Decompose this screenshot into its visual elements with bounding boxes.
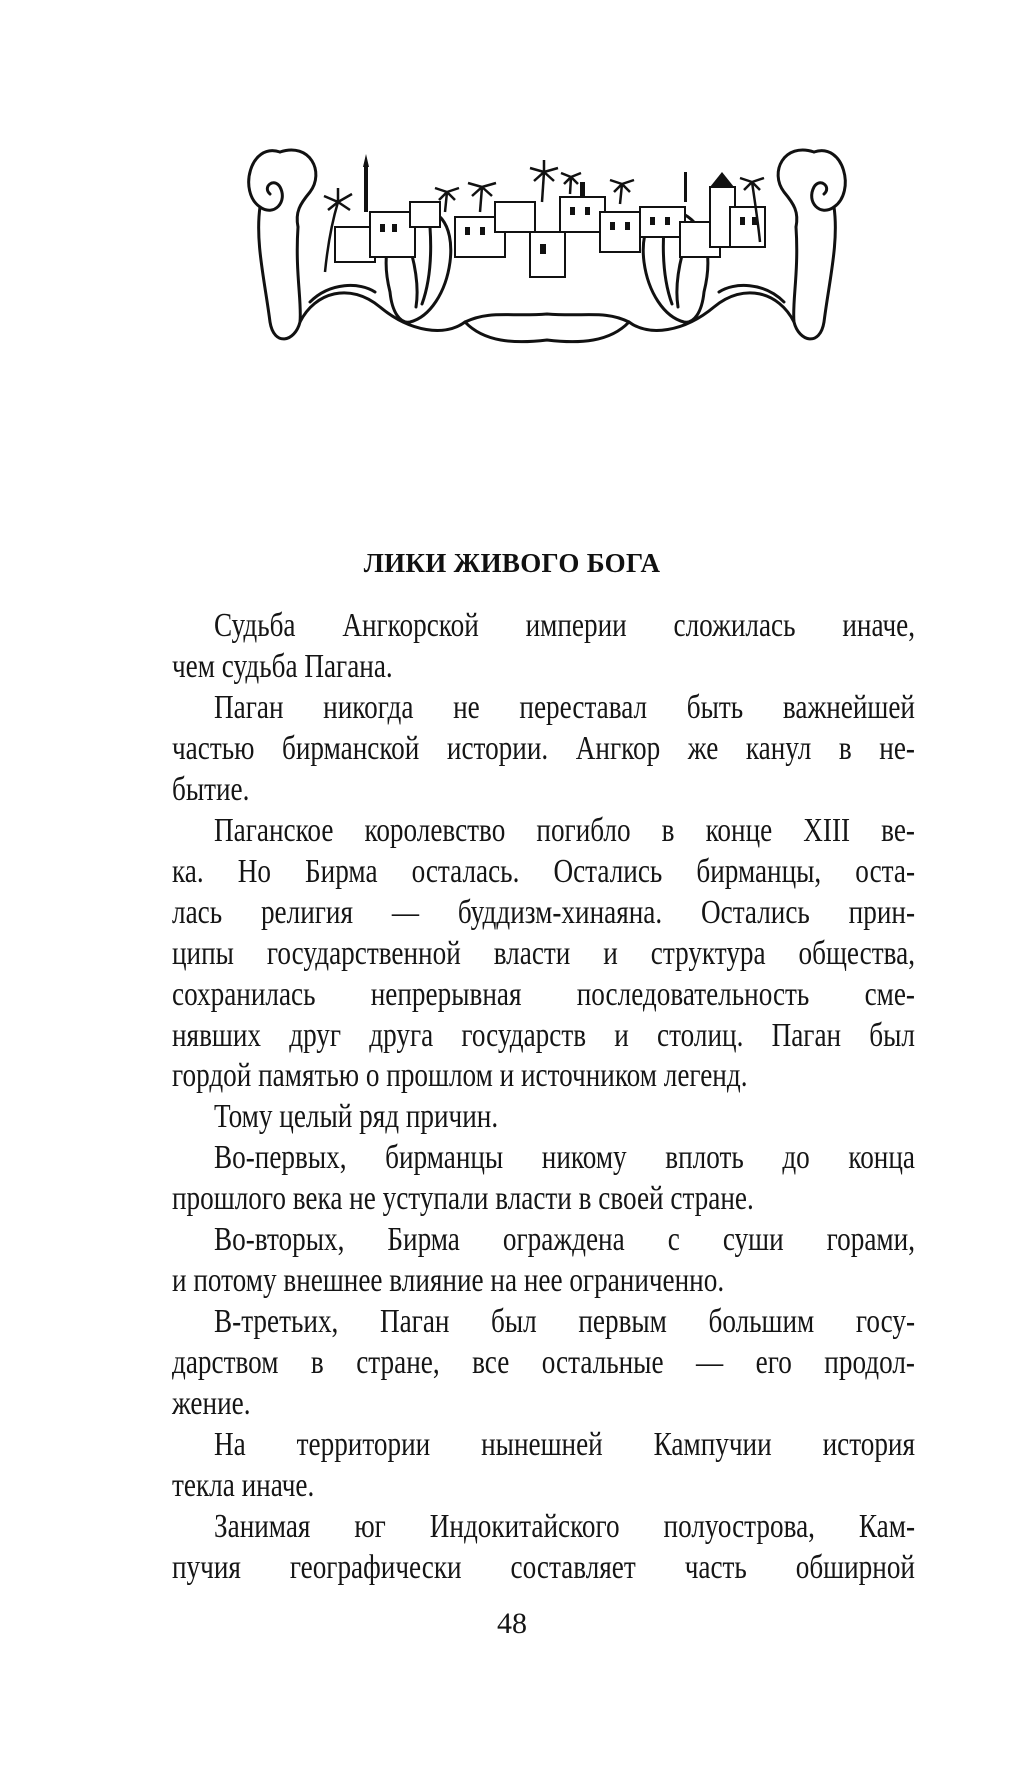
- page-number: 48: [497, 1607, 527, 1640]
- text-line-content: ка. Но Бирма осталась. Остались бирманцы, оста-: [172, 852, 915, 890]
- text-line: [172, 1507, 915, 1548]
- text-line-content: Судьба Ангкорской империи сложилась иначе,: [214, 607, 915, 644]
- text-line: [172, 934, 915, 975]
- text-line-content: дарством в стране, все остальные — его продол-: [172, 1344, 915, 1382]
- text-line-content: Паган никогда не переставал быть важнейшей: [214, 688, 915, 726]
- text-line-content: чем судьба Пагана.: [172, 647, 393, 685]
- text-line-content: пучия географически составляет часть обширной: [172, 1548, 915, 1586]
- text-line-content: нявших друг друга государств и столиц. Паган был: [172, 1016, 915, 1054]
- text-line-content: Тому целый ряд причин.: [214, 1098, 499, 1136]
- text-line: [172, 729, 915, 770]
- text-line: [172, 1179, 915, 1220]
- text-line: [172, 1261, 915, 1302]
- text-line: [172, 1302, 915, 1343]
- text-line-content: сохранилась непрерывная последовательность сме-: [172, 975, 915, 1013]
- text-line: [172, 1220, 915, 1261]
- text-line-content: прошлого века не уступали власти в своей стране.: [172, 1180, 754, 1218]
- text-line-content: Во-первых, бирманцы никому вплоть до конца: [214, 1139, 915, 1177]
- text-line: [172, 1425, 915, 1466]
- text-line: [172, 1384, 915, 1425]
- text-line: [172, 1548, 915, 1589]
- body-text: [172, 606, 915, 1589]
- oriental-city-scroll-vignette: [240, 132, 854, 358]
- text-line: [172, 1016, 915, 1057]
- text-line: [172, 688, 915, 729]
- text-line-content: Во-вторых, Бирма ограждена с суши горами,: [214, 1221, 915, 1259]
- text-line-content: Паганское королевство погибло в конце XIII ве-: [214, 811, 915, 849]
- vignette-illustration-icon: [240, 132, 854, 358]
- text-line: [172, 1343, 915, 1384]
- text-line: [172, 1466, 915, 1507]
- text-line: [172, 1138, 915, 1179]
- text-line-content: и потому внешнее влияние на нее ограниченно.: [172, 1262, 725, 1300]
- text-line-content: жение.: [172, 1385, 251, 1423]
- text-line-content: лась религия — буддизм-хинаяна. Остались прин-: [172, 893, 915, 931]
- text-line: [172, 893, 915, 934]
- text-line: [172, 606, 915, 647]
- chapter-title: ЛИКИ ЖИВОГО БОГА: [363, 548, 661, 579]
- text-line: [172, 975, 915, 1016]
- text-line-content: бытие.: [172, 770, 250, 808]
- text-line: [172, 811, 915, 852]
- text-line-content: текла иначе.: [172, 1467, 315, 1505]
- text-line: [172, 1056, 915, 1097]
- text-line: [172, 852, 915, 893]
- text-line-content: Занимая юг Индокитайского полуострова, Кам-: [214, 1507, 915, 1545]
- text-line: [172, 1097, 915, 1138]
- text-line: [172, 647, 915, 688]
- text-line-content: На территории нынешней Кампучии история: [214, 1426, 915, 1464]
- text-line-content: В-третьих, Паган был первым большим госу-: [214, 1303, 915, 1341]
- text-line: [172, 770, 915, 811]
- text-line-content: гордой памятью о прошлом и источником легенд.: [172, 1057, 748, 1095]
- text-line-content: ципы государственной власти и структура общества,: [172, 934, 915, 972]
- text-line-content: частью бирманской истории. Ангкор же канул в не-: [172, 729, 915, 767]
